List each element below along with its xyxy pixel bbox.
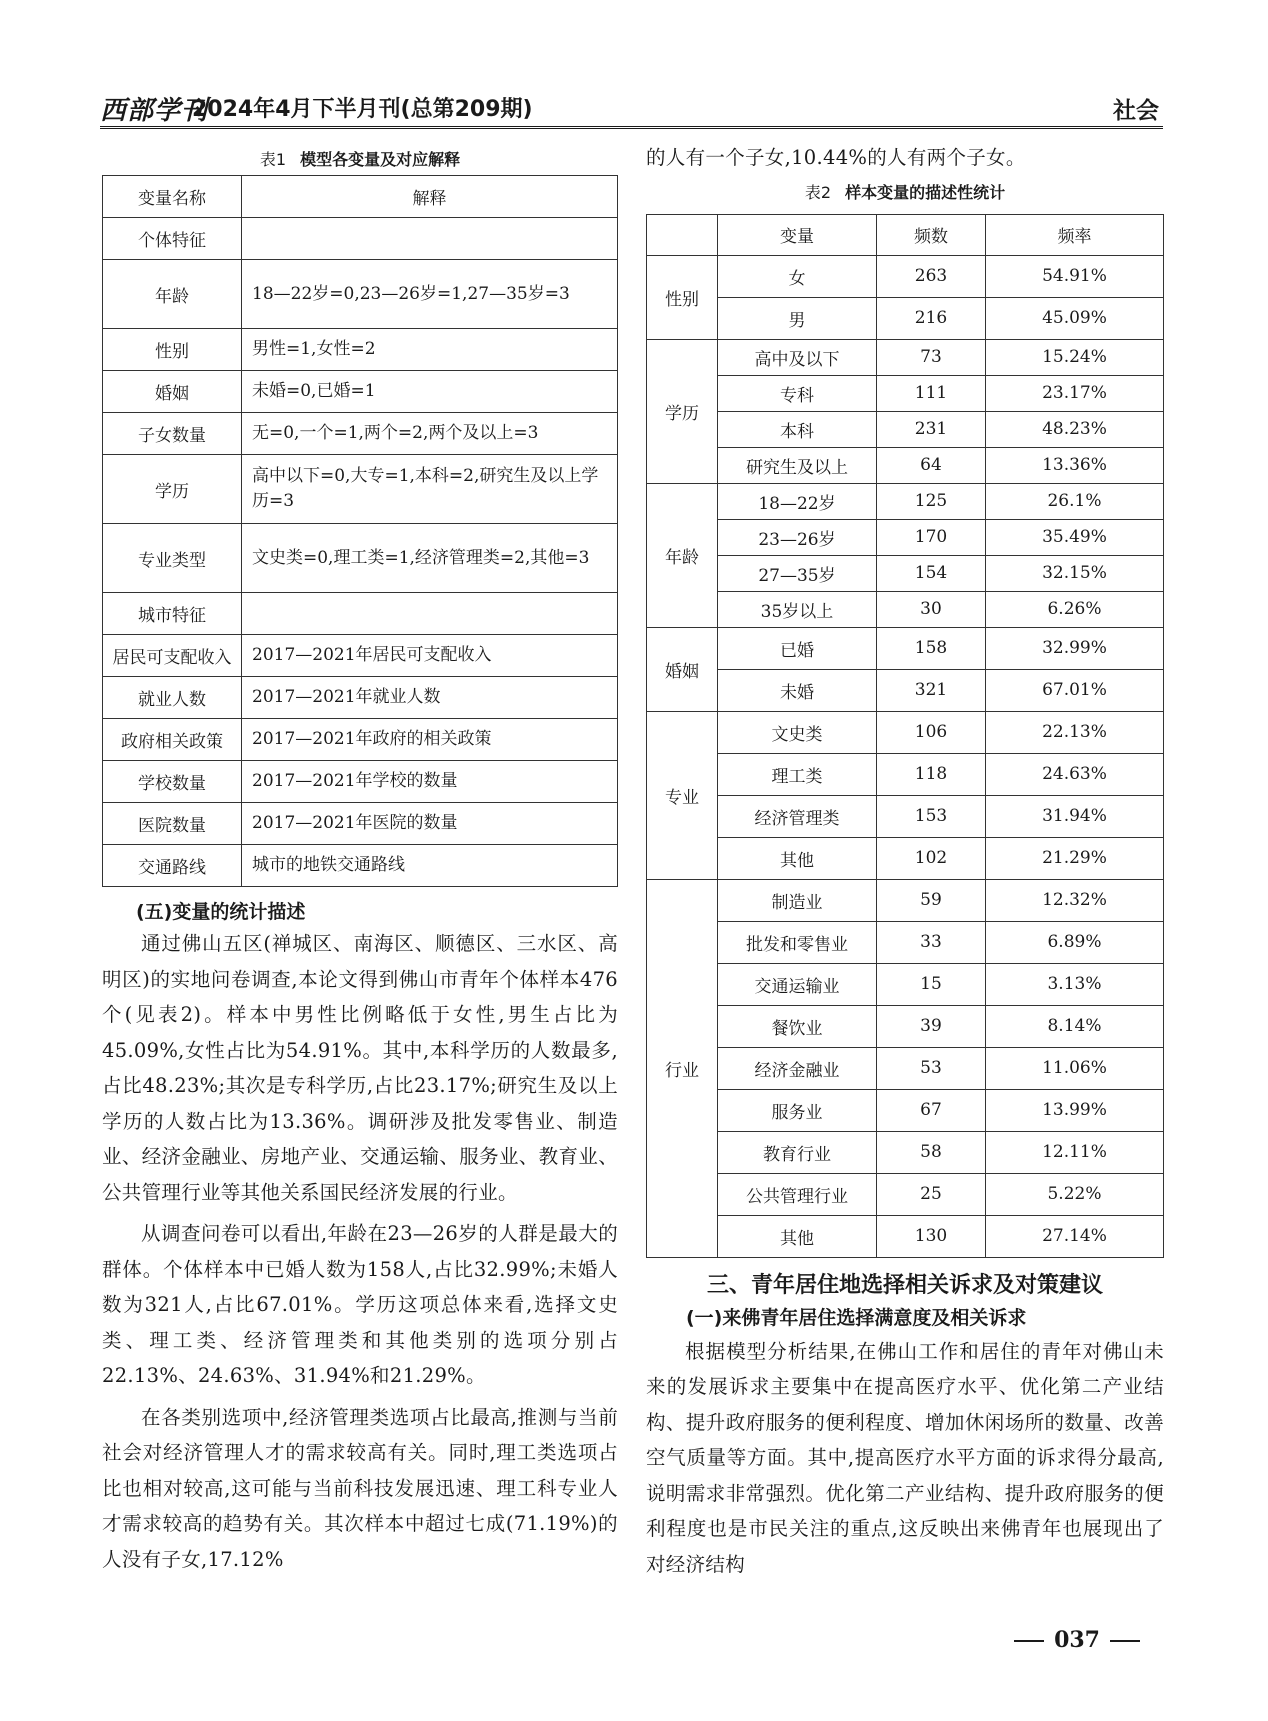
definition-cell: 18—22岁=0,23—26岁=1,27—35岁=3 xyxy=(242,260,618,329)
right-column xyxy=(646,140,1164,1582)
definition-cell: 2017—2021年医院的数量 xyxy=(242,803,618,845)
table-row xyxy=(103,260,618,329)
category-cell: 批发和零售业 xyxy=(718,921,877,963)
table-row xyxy=(647,519,1164,555)
variable-name-cell: 年龄 xyxy=(103,260,242,329)
table-row xyxy=(647,1131,1164,1173)
percent-cell: 21.29% xyxy=(986,837,1164,879)
variable-name-cell: 个体特征 xyxy=(103,218,242,260)
table-row xyxy=(647,297,1164,339)
table-row xyxy=(647,753,1164,795)
table-row xyxy=(647,795,1164,837)
category-cell: 其他 xyxy=(718,1215,877,1257)
table1-header-cell: 变量名称 xyxy=(103,176,242,218)
table-row xyxy=(103,845,618,887)
percent-cell: 32.15% xyxy=(986,555,1164,591)
count-cell: 125 xyxy=(877,483,986,519)
table-row xyxy=(103,761,618,803)
group-cell: 年龄 xyxy=(647,483,718,627)
percent-cell: 27.14% xyxy=(986,1215,1164,1257)
percent-cell: 8.14% xyxy=(986,1005,1164,1047)
percent-cell: 13.99% xyxy=(986,1089,1164,1131)
table-row xyxy=(647,837,1164,879)
table-row xyxy=(647,1005,1164,1047)
section-subhead: (五)变量的统计描述 xyxy=(136,901,306,923)
table-row xyxy=(647,1215,1164,1257)
count-cell: 106 xyxy=(877,711,986,753)
running-header xyxy=(100,86,1163,129)
count-cell: 58 xyxy=(877,1131,986,1173)
percent-cell: 45.09% xyxy=(986,297,1164,339)
table-row xyxy=(647,447,1164,483)
category-cell: 制造业 xyxy=(718,879,877,921)
definition-cell: 2017—2021年就业人数 xyxy=(242,677,618,719)
category-cell: 女 xyxy=(718,255,877,297)
table-row xyxy=(647,669,1164,711)
table-row xyxy=(647,627,1164,669)
definition-cell: 2017—2021年居民可支配收入 xyxy=(242,635,618,677)
table-row xyxy=(103,719,618,761)
table2-title: 样本变量的描述性统计 xyxy=(845,182,1006,202)
category-cell: 23—26岁 xyxy=(718,519,877,555)
table2-header-cell: 变量 xyxy=(718,214,877,255)
definition-cell: 文史类=0,理工类=1,经济管理类=2,其他=3 xyxy=(242,524,618,593)
percent-cell: 35.49% xyxy=(986,519,1164,555)
table-row xyxy=(647,1047,1164,1089)
table-row xyxy=(647,921,1164,963)
table1-caption xyxy=(102,145,618,175)
paragraph-continuation: 的人有一个子女,10.44%的人有两个子女。 xyxy=(646,146,1026,169)
table1 xyxy=(102,175,618,887)
count-cell: 154 xyxy=(877,555,986,591)
table-row xyxy=(647,555,1164,591)
category-cell: 文史类 xyxy=(718,711,877,753)
section-name: 社会 xyxy=(1113,98,1159,124)
category-cell: 其他 xyxy=(718,837,877,879)
definition-cell: 2017—2021年政府的相关政策 xyxy=(242,719,618,761)
subsection-heading: (一)来佛青年居住选择满意度及相关诉求 xyxy=(686,1306,1027,1329)
count-cell: 59 xyxy=(877,879,986,921)
table-row xyxy=(647,339,1164,375)
percent-cell: 48.23% xyxy=(986,411,1164,447)
table-row xyxy=(647,1173,1164,1215)
count-cell: 158 xyxy=(877,627,986,669)
count-cell: 53 xyxy=(877,1047,986,1089)
count-cell: 102 xyxy=(877,837,986,879)
group-cell: 行业 xyxy=(647,879,718,1257)
table-row xyxy=(647,591,1164,627)
group-cell: 学历 xyxy=(647,339,718,483)
count-cell: 231 xyxy=(877,411,986,447)
variable-name-cell: 政府相关政策 xyxy=(103,719,242,761)
percent-cell: 12.11% xyxy=(986,1131,1164,1173)
count-cell: 111 xyxy=(877,375,986,411)
percent-cell: 3.13% xyxy=(986,963,1164,1005)
percent-cell: 54.91% xyxy=(986,255,1164,297)
percent-cell: 12.32% xyxy=(986,879,1164,921)
section-heading: 三、青年居住地选择相关诉求及对策建议 xyxy=(706,1272,1103,1298)
issue-info: 2024年4月下半月刊(总第209期) xyxy=(192,97,533,122)
percent-cell: 26.1% xyxy=(986,483,1164,519)
definition-cell: 城市的地铁交通路线 xyxy=(242,845,618,887)
category-cell: 经济金融业 xyxy=(718,1047,877,1089)
table1-header-row xyxy=(103,176,618,218)
table2 xyxy=(646,214,1164,1258)
percent-cell: 6.26% xyxy=(986,591,1164,627)
table-row xyxy=(103,371,618,413)
table-row xyxy=(103,413,618,455)
category-cell: 研究生及以上 xyxy=(718,447,877,483)
percent-cell: 32.99% xyxy=(986,627,1164,669)
table-row xyxy=(647,255,1164,297)
table2-header-cell: 频率 xyxy=(986,214,1164,255)
category-cell: 专科 xyxy=(718,375,877,411)
definition-cell xyxy=(242,593,618,635)
table2-header-cell: 频数 xyxy=(877,214,986,255)
left-column xyxy=(102,145,618,1577)
count-cell: 15 xyxy=(877,963,986,1005)
category-cell: 公共管理行业 xyxy=(718,1173,877,1215)
table-row xyxy=(647,963,1164,1005)
category-cell: 交通运输业 xyxy=(718,963,877,1005)
group-cell: 婚姻 xyxy=(647,627,718,711)
count-cell: 170 xyxy=(877,519,986,555)
category-cell: 35岁以上 xyxy=(718,591,877,627)
percent-cell: 13.36% xyxy=(986,447,1164,483)
table1-title: 模型各变量及对应解释 xyxy=(300,150,461,169)
category-cell: 理工类 xyxy=(718,753,877,795)
definition-cell: 高中以下=0,大专=1,本科=2,研究生及以上学历=3 xyxy=(242,455,618,524)
category-cell: 经济管理类 xyxy=(718,795,877,837)
definition-cell xyxy=(242,218,618,260)
percent-cell: 11.06% xyxy=(986,1047,1164,1089)
table-row xyxy=(103,803,618,845)
paragraph: 在各类别选项中,经济管理类选项占比最高,推测与当前社会对经济管理人才的需求较高有关。同时,理工类选项占比也相对较高,这可能与当前科技发展迅速、理工科专业人才需求较高的趋势有关。其次样本中超过七成(71.19%)的人没有子女,17.12% xyxy=(102,1405,618,1571)
page-number-text: 037 xyxy=(1054,1627,1100,1653)
percent-cell: 23.17% xyxy=(986,375,1164,411)
category-cell: 男 xyxy=(718,297,877,339)
definition-cell: 2017—2021年学校的数量 xyxy=(242,761,618,803)
dash-left xyxy=(1014,1640,1044,1642)
definition-cell: 男性=1,女性=2 xyxy=(242,329,618,371)
category-cell: 18—22岁 xyxy=(718,483,877,519)
category-cell: 教育行业 xyxy=(718,1131,877,1173)
page-number xyxy=(1004,1627,1150,1653)
variable-name-cell: 性别 xyxy=(103,329,242,371)
category-cell: 未婚 xyxy=(718,669,877,711)
count-cell: 130 xyxy=(877,1215,986,1257)
percent-cell: 24.63% xyxy=(986,753,1164,795)
variable-name-cell: 医院数量 xyxy=(103,803,242,845)
percent-cell: 22.13% xyxy=(986,711,1164,753)
table-row xyxy=(103,677,618,719)
count-cell: 67 xyxy=(877,1089,986,1131)
category-cell: 高中及以下 xyxy=(718,339,877,375)
table-row xyxy=(103,455,618,524)
count-cell: 73 xyxy=(877,339,986,375)
table1-number: 表1 xyxy=(259,150,287,169)
table2-caption xyxy=(646,178,1164,208)
table1-header-cell: 解释 xyxy=(242,176,618,218)
table-row xyxy=(647,375,1164,411)
paragraph: 通过佛山五区(禅城区、南海区、顺德区、三水区、高明区)的实地问卷调查,本论文得到佛山市青年个体样本476个(见表2)。样本中男性比例略低于女性,男生占比为45.09%,女性占比为54.91%。其中,本科学历的人数最多,占比48.23%;其次是专科学历,占比23.17%;研究生及以上学历的人数占比为13.36%。调研涉及批发零售业、制造业、经济金融业、房地产业、交通运输、服务业、教育业、公共管理行业等其他关系国民经济发展的行业。 xyxy=(102,932,618,1204)
definition-cell: 未婚=0,已婚=1 xyxy=(242,371,618,413)
count-cell: 64 xyxy=(877,447,986,483)
percent-cell: 31.94% xyxy=(986,795,1164,837)
count-cell: 216 xyxy=(877,297,986,339)
count-cell: 118 xyxy=(877,753,986,795)
variable-name-cell: 就业人数 xyxy=(103,677,242,719)
definition-cell: 无=0,一个=1,两个=2,两个及以上=3 xyxy=(242,413,618,455)
paragraph: 根据模型分析结果,在佛山工作和居住的青年对佛山未来的发展诉求主要集中在提高医疗水平、优化第二产业结构、提升政府服务的便利程度、增加休闲场所的数量、改善空气质量等方面。其中,提高医疗水平方面的诉求得分最高,说明需求非常强烈。优化第二产业结构、提升政府服务的便利程度也是市民关注的重点,这反映出来佛青年也展现出了对经济结构 xyxy=(646,1339,1164,1576)
count-cell: 153 xyxy=(877,795,986,837)
journal-logo: 西部学刊 xyxy=(100,96,209,126)
variable-name-cell: 城市特征 xyxy=(103,593,242,635)
percent-cell: 15.24% xyxy=(986,339,1164,375)
variable-name-cell: 婚姻 xyxy=(103,371,242,413)
dash-right xyxy=(1110,1640,1140,1642)
table-row xyxy=(647,411,1164,447)
table-row xyxy=(103,524,618,593)
variable-name-cell: 专业类型 xyxy=(103,524,242,593)
table-row xyxy=(103,593,618,635)
table-row xyxy=(103,635,618,677)
count-cell: 33 xyxy=(877,921,986,963)
table-row xyxy=(647,1089,1164,1131)
table2-corner-cell xyxy=(647,214,718,255)
table-row xyxy=(647,483,1164,519)
table-row xyxy=(103,329,618,371)
variable-name-cell: 居民可支配收入 xyxy=(103,635,242,677)
category-cell: 27—35岁 xyxy=(718,555,877,591)
count-cell: 30 xyxy=(877,591,986,627)
table-row xyxy=(103,218,618,260)
table-row xyxy=(647,879,1164,921)
count-cell: 263 xyxy=(877,255,986,297)
category-cell: 本科 xyxy=(718,411,877,447)
table2-header-row xyxy=(647,214,1164,255)
group-cell: 专业 xyxy=(647,711,718,879)
variable-name-cell: 学历 xyxy=(103,455,242,524)
category-cell: 已婚 xyxy=(718,627,877,669)
count-cell: 39 xyxy=(877,1005,986,1047)
variable-name-cell: 子女数量 xyxy=(103,413,242,455)
table2-number: 表2 xyxy=(804,182,832,202)
category-cell: 餐饮业 xyxy=(718,1005,877,1047)
count-cell: 25 xyxy=(877,1173,986,1215)
variable-name-cell: 学校数量 xyxy=(103,761,242,803)
percent-cell: 6.89% xyxy=(986,921,1164,963)
percent-cell: 5.22% xyxy=(986,1173,1164,1215)
group-cell: 性别 xyxy=(647,255,718,339)
category-cell: 服务业 xyxy=(718,1089,877,1131)
variable-name-cell: 交通路线 xyxy=(103,845,242,887)
table-row xyxy=(647,711,1164,753)
count-cell: 321 xyxy=(877,669,986,711)
percent-cell: 67.01% xyxy=(986,669,1164,711)
paragraph: 从调查问卷可以看出,年龄在23—26岁的人群是最大的群体。个体样本中已婚人数为158人,占比32.99%;未婚人数为321人,占比67.01%。学历这项总体来看,选择文史类、理工类、经济管理类和其他类别的选项分别占22.13%、24.63%、31.94%和21.29%。 xyxy=(102,1222,618,1387)
